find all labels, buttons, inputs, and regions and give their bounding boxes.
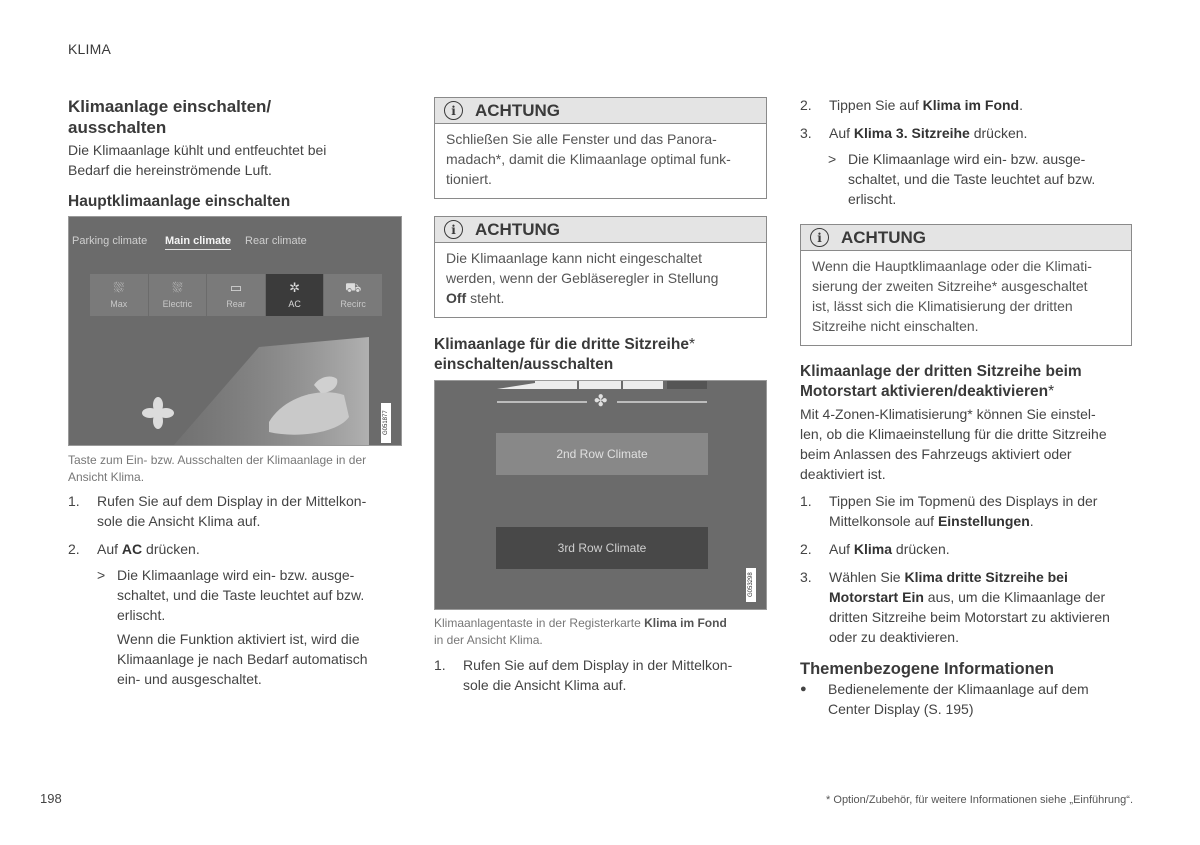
recirculation-icon: ⛟ — [344, 280, 362, 295]
warn1-line2: madach*, damit die Klimaanlage optimal funk- — [446, 151, 731, 167]
warning-title: ACHTUNG — [475, 100, 560, 120]
option-star: * — [688, 336, 695, 353]
fan-icon — [142, 397, 174, 429]
c3-step2-bold: Klima im Fond — [922, 97, 1020, 113]
option-star: * — [1048, 383, 1055, 400]
warning-header — [801, 225, 1131, 251]
caption2-line2: in der Ansicht Klima. — [434, 633, 543, 647]
step-1 — [800, 491, 1133, 531]
related-info-heading: Themenbezogene Informationen — [800, 660, 1054, 678]
step-number: 2. — [800, 97, 812, 113]
warning-body — [801, 251, 1131, 342]
ac-label: AC — [288, 299, 301, 309]
caption2-pre: Klimaanlagentaste in der Registerkarte — [434, 616, 645, 630]
step-number: 3. — [800, 125, 812, 141]
motorstart-heading-line1: Klimaanlage der dritten Sitzreihe beim — [800, 363, 1082, 380]
s3-bold2: Motorstart Ein — [829, 589, 924, 605]
rear-defrost-icon: ▭ — [229, 280, 243, 295]
step2-pre: Auf — [97, 541, 122, 557]
defrost-electric-icon: ⛆ — [172, 280, 183, 295]
warn2-line2: werden, wenn der Gebläseregler in Stellung — [446, 270, 719, 286]
s2-pre: Auf — [829, 541, 854, 557]
auto-note — [117, 629, 402, 689]
c3-step3-bold: Klima 3. Sitzreihe — [853, 125, 970, 141]
step-number: 1. — [434, 657, 446, 673]
warning-title: ACHTUNG — [475, 219, 560, 239]
warning-box-1 — [434, 97, 767, 199]
related-line1: Bedienelemente der Klimaanlage auf dem — [828, 681, 1089, 697]
step1-line2: sole die Ansicht Klima auf. — [97, 513, 261, 529]
footnote: * Option/Zubehör, für weitere Informationen siehe „Einführung“. — [826, 794, 1133, 806]
section-header: KLIMA — [68, 41, 112, 57]
c2-step1-line2: sole die Ansicht Klima auf. — [463, 677, 627, 693]
step-2 — [800, 95, 1133, 115]
caption2-bold: Klima im Fond — [644, 616, 727, 630]
step-number: 3. — [800, 569, 812, 585]
s3-pre: Wählen Sie — [829, 569, 905, 585]
note-line3: ein- und ausgeschaltet. — [117, 671, 262, 687]
section-title-line2: ausschalten — [68, 118, 167, 137]
recirc-label: Recirc — [340, 299, 366, 309]
warning-box-2 — [434, 216, 767, 318]
caption1-line1: Taste zum Ein- bzw. Ausschalten der Klimaanlage in der — [68, 453, 367, 467]
caption1-line2: Ansicht Klima. — [68, 470, 145, 484]
warning-box-3 — [800, 224, 1132, 346]
s3-line4: oder zu deaktivieren. — [829, 629, 959, 645]
note-line2: Klimaanlage je nach Bedarf automatisch — [117, 651, 368, 667]
result-arrow: > — [828, 151, 837, 167]
intro-line1: Die Klimaanlage kühlt und entfeuchtet bei — [68, 142, 327, 158]
step-3 — [800, 123, 1133, 143]
warn2-line1: Die Klimaanlage kann nicht eingeschaltet — [446, 250, 703, 266]
image-code: G053298 — [746, 568, 756, 602]
related-link[interactable] — [800, 679, 1133, 719]
result1-line3: erlischt. — [117, 607, 166, 623]
warn1-line1: Schließen Sie alle Fenster und das Panora- — [446, 131, 717, 147]
result2-line2: schaltet, und die Taste leuchtet auf bzw. — [848, 171, 1096, 187]
p-line1: Mit 4-Zonen-Klimatisierung* können Sie einstel- — [800, 406, 1096, 422]
step-2 — [800, 539, 1133, 559]
third-row-heading-line2: einschalten/ausschalten — [434, 356, 614, 373]
p-line3: beim Anlassen des Fahrzeugs aktiviert oder — [800, 446, 1072, 462]
warning-body — [435, 243, 766, 314]
result-1 — [97, 565, 402, 625]
step-number: 2. — [68, 541, 80, 557]
bullet-icon: ● — [800, 683, 807, 695]
result2-line3: erlischt. — [848, 191, 897, 207]
warn3-line1: Wenn die Hauptklimaanlage oder die Klimati- — [812, 258, 1092, 274]
warn3-line4: Sitzreihe nicht einschalten. — [812, 318, 979, 334]
warn2-line3-post: steht. — [466, 290, 505, 306]
intro-paragraph — [68, 140, 326, 180]
related-line2: Center Display (S. 195) — [828, 701, 974, 717]
section-title-line1: Klimaanlage einschalten/ — [68, 97, 272, 116]
info-icon: i — [810, 228, 829, 247]
main-climate-heading: Hauptklimaanlage einschalten — [68, 193, 291, 210]
s1-pre: Mittelkonsole auf — [829, 513, 938, 529]
p-line2: len, ob die Klimaeinstellung für die dritte Sitzreihe — [800, 426, 1107, 442]
step-number: 1. — [800, 493, 812, 509]
step2-post: drücken. — [142, 541, 200, 557]
third-row-heading — [434, 335, 695, 375]
electric-label: Electric — [162, 299, 193, 309]
motorstart-paragraph — [800, 404, 1133, 484]
s2-post: drücken. — [892, 541, 950, 557]
fan-icon[interactable]: ✤ — [594, 393, 608, 410]
second-row-climate-button[interactable]: 2nd Row Climate — [496, 433, 708, 475]
rear-climate-screen-image — [434, 380, 767, 610]
result1-line1: Die Klimaanlage wird ein- bzw. ausge- — [117, 567, 355, 583]
result1-line2: schaltet, und die Taste leuchtet auf bzw. — [117, 587, 365, 603]
c3-step2-pre: Tippen Sie auf — [829, 97, 923, 113]
intro-line2: Bedarf die hereinströmende Luft. — [68, 162, 272, 178]
warn2-off: Off — [446, 290, 467, 306]
warn1-line3: tioniert. — [446, 171, 492, 187]
step1-line1: Rufen Sie auf dem Display in der Mittelkon- — [97, 493, 367, 509]
step-number: 2. — [800, 541, 812, 557]
s3-line3: dritten Sitzreihe beim Motorstart zu aktivieren — [829, 609, 1110, 625]
tab-rear-climate[interactable]: Rear climate — [245, 235, 307, 247]
p-line4: deaktiviert ist. — [800, 466, 886, 482]
ac-snowflake-icon: ✲ — [289, 280, 301, 295]
c3-step3-post: drücken. — [969, 125, 1028, 141]
step-1 — [434, 655, 767, 695]
s3-post2: aus, um die Klimaanlage der — [923, 589, 1106, 605]
s1-post: . — [1029, 513, 1034, 529]
warning-header — [435, 98, 766, 124]
s2-bold: Klima — [853, 541, 893, 557]
section-title — [68, 96, 271, 138]
info-icon: i — [444, 101, 463, 120]
note-line1: Wenn die Funktion aktiviert ist, wird die — [117, 631, 360, 647]
rear-label: Rear — [226, 299, 246, 309]
warn3-line3: ist, lässt sich die Klimatisierung der dritten — [812, 298, 1073, 314]
c3-step2-post: . — [1019, 97, 1023, 113]
info-icon: i — [444, 220, 463, 239]
image-code: G051877 — [381, 403, 391, 443]
max-label: Max — [110, 299, 128, 309]
image-caption-2 — [434, 615, 727, 649]
warning-title: ACHTUNG — [841, 227, 926, 247]
step2-bold: AC — [121, 541, 143, 557]
page-number: 198 — [40, 791, 62, 806]
motorstart-heading-line2: Motorstart aktivieren/deaktivieren — [800, 383, 1049, 400]
result-arrow: > — [97, 567, 106, 583]
step-1 — [68, 491, 402, 531]
warning-header — [435, 217, 766, 243]
c2-step1-line1: Rufen Sie auf dem Display in der Mittelkon- — [463, 657, 733, 673]
s3-bold1: Klima dritte Sitzreihe bei — [904, 569, 1068, 585]
step-2 — [68, 539, 402, 559]
defrost-max-icon: ⛆ — [113, 280, 124, 295]
tab-parking-climate[interactable]: Parking climate — [72, 235, 148, 247]
third-row-heading-line1: Klimaanlage für die dritte Sitzreihe — [434, 336, 689, 353]
seat-airflow-illustration — [69, 217, 402, 446]
motorstart-heading — [800, 362, 1082, 402]
image-caption-1 — [68, 452, 366, 486]
s1-line1: Tippen Sie im Topmenü des Displays in der — [829, 493, 1098, 509]
result-2 — [828, 149, 1133, 209]
tab-main-climate[interactable]: Main climate — [165, 235, 231, 250]
warn3-line2: sierung der zweiten Sitzreihe* ausgeschaltet — [812, 278, 1088, 294]
warning-body — [435, 124, 766, 195]
climate-screen-image — [68, 216, 402, 446]
result2-line1: Die Klimaanlage wird ein- bzw. ausge- — [848, 151, 1086, 167]
step-3 — [800, 567, 1133, 647]
s1-bold: Einstellungen — [937, 513, 1030, 529]
c3-step3-pre: Auf — [829, 125, 854, 141]
third-row-climate-button[interactable]: 3rd Row Climate — [496, 527, 708, 569]
step-number: 1. — [68, 493, 80, 509]
